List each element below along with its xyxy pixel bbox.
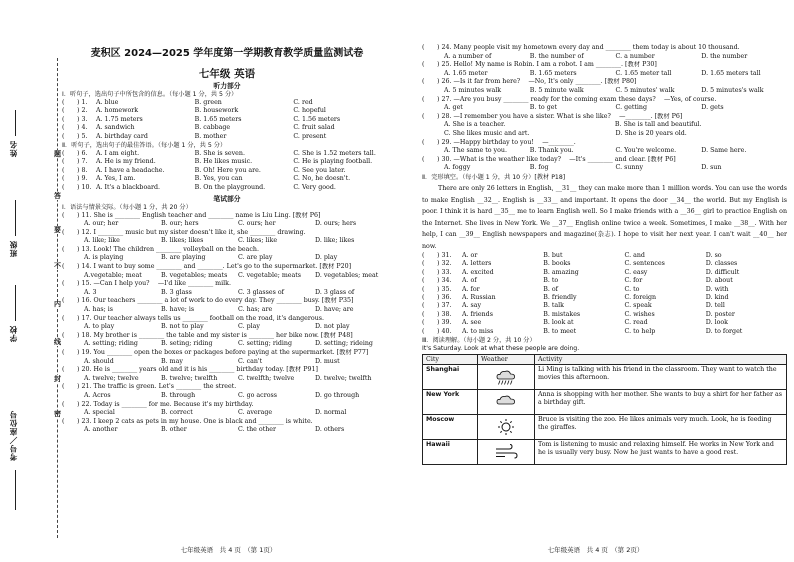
answer-option: D. so — [705, 252, 722, 260]
answer-option: C. 3 glasses of — [238, 288, 284, 296]
answer-option: A. like; like — [84, 237, 120, 245]
answer-option: B. cabbage — [194, 124, 231, 132]
answer-option: A. to play — [84, 323, 115, 331]
answer-option: C. for — [624, 277, 643, 285]
answer-option: D. others — [315, 426, 345, 434]
listening-section-2 — [62, 150, 392, 193]
question-stem: ( ) 11. She is ________ English teacher and ________ name is Liu Ling. [教材 P6] — [62, 211, 321, 219]
activity-cell: Bruce is visiting the zoo. He likes animals very much. Look, he is feeding the giraffes. — [535, 415, 787, 440]
answer-option: C. present — [293, 132, 327, 140]
question-row — [422, 269, 787, 277]
answer-option: B. 5 minute walk — [529, 86, 584, 94]
answer-option: C. go across — [238, 391, 277, 399]
answer-option: C. wishes — [624, 310, 655, 318]
answer-option: D. look — [705, 319, 728, 327]
exam-page-2 — [397, 0, 794, 562]
answer-option: C. sunny — [615, 164, 644, 172]
question-number: ( ) 32. — [422, 260, 452, 268]
answer-option: A. He is my friend. — [96, 158, 156, 166]
question-stem: ( ) 21. The traffic is green. Let's ________ the street. — [62, 383, 237, 391]
answer-option: D. like; likes — [315, 237, 355, 245]
answer-option: D. difficult — [705, 268, 740, 276]
table-header: Weather — [478, 355, 535, 365]
answer-option: B. are playing — [161, 254, 206, 262]
question-number: ( ) 10. — [62, 183, 92, 191]
answer-option: B. 1.65 meters — [529, 69, 577, 77]
reading-table — [422, 354, 787, 465]
answer-option: D. 3 glass of — [315, 288, 355, 296]
question-number: ( ) 38. — [422, 310, 452, 318]
answer-option: C. to help — [624, 327, 656, 335]
exam-title: 麦积区 2024—2025 学年度第一学期教育教学质量监测试卷 — [90, 48, 364, 59]
answer-option: D. sun — [701, 164, 722, 172]
answer-options — [62, 254, 392, 263]
answer-option: A. blue — [96, 98, 119, 106]
table-row — [423, 365, 787, 390]
question-stem: ( ) 20. He is ________ years old and it is his ________ birthday today. [教材 P91] — [62, 366, 318, 374]
answer-option: C. Very good. — [293, 183, 336, 191]
answer-option: D. go through — [315, 391, 360, 399]
question-stem: ( ) 28. —I remember you have a sister. What is she like? —________. [教材 P6] — [422, 112, 683, 120]
class-line — [15, 200, 16, 236]
question-stem: ( ) 27. —Are you busy ________ ready for the coming exam these days? —Yes, of course. — [422, 95, 717, 103]
answer-option: D. twelve; twelfth — [315, 374, 372, 382]
answer-option: D. must — [315, 357, 340, 365]
answer-option: C. She likes music and art. — [444, 129, 530, 137]
answer-option: A. see — [462, 319, 482, 327]
table-row — [423, 415, 787, 440]
answer-option: D. the number — [701, 52, 748, 60]
answer-option: B. other — [161, 426, 187, 434]
question-row — [62, 175, 392, 184]
table-header: Activity — [535, 355, 787, 365]
answer-option: C. getting — [615, 104, 648, 112]
answer-option: B. On the playground. — [194, 183, 266, 191]
reading-intro: It's Saturday. Look at what these people are doing. — [422, 345, 580, 353]
answer-option: B. the number of — [529, 52, 584, 60]
listening-heading: 听力部分 — [213, 81, 241, 90]
answer-options — [422, 121, 787, 130]
grammar-questions-cont — [422, 44, 787, 173]
answer-option: A. I have a headache. — [96, 166, 165, 174]
question-row — [422, 252, 787, 260]
seal-char: 内 — [54, 300, 61, 308]
question-row — [422, 319, 787, 327]
question-stem: ( ) 25. Hello! My name is Robin. I am a robot. I am ________. [教材 P30] — [422, 61, 657, 69]
question-stem: ( ) 24. Many people visit my hometown every day and ________ them today is about 10 thousand. — [422, 44, 740, 51]
answer-option: A. of — [462, 277, 477, 285]
answer-option: D. She is 20 years old. — [615, 129, 687, 137]
question-number: ( ) 34. — [422, 277, 452, 285]
answer-option: B. look at — [543, 319, 574, 327]
answer-option: C. play — [238, 323, 260, 331]
answer-option: B. talk — [543, 302, 564, 310]
answer-option: B. 3 glass — [161, 288, 192, 296]
answer-option: A. or — [462, 252, 478, 260]
answer-option: C. read — [624, 319, 648, 327]
question-row — [62, 116, 392, 125]
cloze-options — [422, 252, 787, 336]
answer-option: B. amazing — [543, 268, 579, 276]
activity-cell: Anna is shopping with her mother. She wants to buy a shirt for her father as a birthday gift. — [535, 390, 787, 415]
table-row — [423, 390, 787, 415]
answer-option: D. classes — [705, 260, 738, 268]
question-number: ( ) 9. — [62, 175, 88, 183]
answer-option — [702, 121, 787, 130]
wind-icon — [493, 443, 519, 461]
answer-option: C. 1.65 meter tall — [615, 69, 672, 77]
answer-option: C. the other — [238, 426, 277, 434]
answer-option: A. for — [462, 285, 480, 293]
seal-char: 要 — [54, 226, 61, 234]
answer-option: C. fruit salad — [293, 124, 335, 132]
question-stem: ( ) 22. Today is ________ for me. Because it's my birthday. — [62, 400, 254, 408]
answer-option: D. with — [705, 285, 729, 293]
answer-option: B. of — [543, 285, 559, 293]
answer-option: A. setting; riding — [84, 340, 138, 348]
answer-option: A. has; is — [84, 306, 113, 314]
question-number: ( ) 6. — [62, 149, 88, 157]
answer-option: C. has; are — [238, 306, 273, 314]
answer-option: B. mother — [194, 132, 227, 140]
answer-option: C. average — [238, 409, 273, 417]
answer-option: A. 3 — [84, 288, 97, 296]
question-number: ( ) 7. — [62, 158, 88, 166]
answer-options — [62, 375, 392, 384]
question-row — [62, 107, 392, 116]
answer-option: D. 5 minutes's walk — [701, 86, 764, 94]
answer-option: D. 1.65 meters tall — [701, 69, 761, 77]
question-number: ( ) 2. — [62, 107, 88, 115]
answer-option: B. friendly — [543, 293, 577, 301]
answer-option: A. 5 minutes walk — [444, 86, 502, 94]
page2-content — [422, 0, 787, 465]
answer-option: B. Oh! Here you are. — [194, 166, 261, 174]
question-number: ( ) 5. — [62, 132, 88, 140]
class-label: 班级 — [9, 240, 18, 257]
school-line — [15, 285, 16, 321]
answer-option: B. housework — [194, 107, 239, 115]
seal-line — [57, 58, 58, 538]
question-stem: ( ) 13. Look! The children ________ volleyball on the beach. — [62, 245, 259, 253]
section-heading: Ⅰ．听句子，选出句子中所包含的信息。（每小题 1 分，共 5 分） — [62, 91, 238, 99]
answer-options — [62, 409, 392, 418]
answer-option: A. homework — [96, 107, 139, 115]
answer-option: C. to — [624, 285, 640, 293]
question-row — [422, 302, 787, 310]
answer-options — [62, 306, 392, 315]
answer-options — [62, 323, 392, 332]
answer-option: C. a number — [615, 52, 655, 60]
answer-options — [422, 147, 787, 156]
seal-char: 密 — [54, 410, 61, 418]
answer-option: B. have; is — [161, 306, 195, 314]
answer-option: B. She is seven. — [194, 149, 245, 157]
answer-option — [530, 130, 616, 139]
answer-options — [62, 340, 392, 349]
answer-option: A. a number of — [444, 52, 492, 60]
weather-cell — [478, 440, 535, 465]
answer-option: A.vegetable; meat — [84, 271, 142, 279]
answer-option: A. Russian — [462, 293, 496, 301]
answer-option: B. likes; likes — [161, 237, 204, 245]
answer-option: A. another — [84, 426, 118, 434]
answer-option: A. to miss — [462, 327, 494, 335]
answer-option: B. Yes, you can — [194, 175, 243, 183]
answer-option: C. can't — [238, 357, 263, 365]
question-number: ( ) 31. — [422, 252, 452, 260]
city-cell: Hawaii — [423, 440, 478, 465]
question-stem: ( ) 14. I want to buy some ________ and ________. Let's go to the supermarket. [教材 P20] — [62, 263, 352, 271]
answer-option: B. books — [543, 260, 571, 268]
answer-option: B. fog — [529, 164, 549, 172]
id-label: 考号／座位号 — [9, 410, 18, 461]
answer-option: A. birthday card — [96, 132, 148, 140]
question-number: ( ) 35. — [422, 285, 452, 293]
answer-option — [529, 121, 614, 130]
answer-option: B. seting; riding — [161, 340, 213, 348]
answer-option: A. special — [84, 409, 115, 417]
question-stem: ( ) 15. —Can I help you? —I'd like ________ milk. — [62, 280, 231, 288]
answer-option: D. about — [705, 277, 733, 285]
answer-option: D. normal — [315, 409, 347, 417]
question-row — [422, 260, 787, 268]
answer-option: D. have; are — [315, 306, 354, 314]
answer-options — [62, 392, 392, 401]
answer-options — [422, 53, 787, 62]
answer-option: B. correct — [161, 409, 193, 417]
answer-option: C. She is 1.52 meters tall. — [293, 149, 376, 157]
answer-option: D. poster — [705, 310, 735, 318]
answer-option: A. is playing — [84, 254, 124, 262]
cloze-text: There are only 26 letters in English, __31__ they can make more than 1 million words. You can use the words to make English __32__. English is __33__ and important. It opens the door __34__ the world. But my English is poor. I think it is hard __35__ me to learn English well. So I make friends with a __36__ girl to practice English on the Internet. She lives in New York. We __37__ English online twice a week. Sometimes, I make __38__. With her help, I can __39__ English newspapers and magazine(杂志). I hope to visit her next year. I can't wait __40__ her now. — [422, 185, 787, 250]
answer-option: B. not to play — [161, 323, 204, 331]
answer-option: C. red — [293, 98, 313, 106]
answer-option: C. He is playing football. — [293, 158, 373, 166]
weather-cell — [478, 365, 535, 390]
answer-option: A. letters — [462, 260, 492, 268]
answer-option: A. 1.75 meters — [96, 115, 143, 123]
section-heading: Ⅱ．完形填空。（每小题 1 分，共 10 分）[教材 P18] — [422, 173, 566, 181]
answer-option: B. may — [161, 357, 183, 365]
answer-option: D. kind — [705, 293, 729, 301]
exam-subtitle: 七年级 英语 — [198, 67, 256, 80]
city-cell: Shanghai — [423, 365, 478, 390]
answer-option: C. 1.56 meters — [293, 115, 341, 123]
answer-option: B. mistakes — [543, 310, 581, 318]
answer-option: C. sentences — [624, 260, 665, 268]
answer-option: B. to — [543, 277, 559, 285]
answer-options — [62, 237, 392, 246]
question-number: ( ) 8. — [62, 166, 88, 174]
answer-option: A. Acros — [84, 391, 111, 399]
answer-option: D. to forget — [705, 327, 743, 335]
answer-option: C. vegetable; meats — [238, 271, 302, 279]
seal-char: 题 — [54, 150, 61, 158]
answer-option: A. Yes, I am. — [96, 175, 136, 183]
activity-cell: Li Ming is talking with his friend in the classroom. They want to watch the movies this afternoon. — [535, 365, 787, 390]
question-row — [422, 311, 787, 319]
question-stem: ( ) 30. —What is the weather like today? —It's ________ and clear. [教材 P6] — [422, 155, 676, 163]
sun-icon — [493, 418, 519, 436]
question-number: ( ) 40. — [422, 327, 452, 335]
page1-content — [62, 0, 392, 435]
weather-cell — [478, 415, 535, 440]
name-line — [15, 110, 16, 136]
answer-option: B. twelve; twelfth — [161, 374, 218, 382]
answer-options — [422, 70, 787, 79]
answer-option: B. our; hers — [161, 220, 199, 228]
answer-option: A. twelve; twelve — [84, 374, 139, 382]
answer-option: A. friends — [462, 310, 493, 318]
answer-option: C. are play — [238, 254, 273, 262]
answer-option: A. It's a blackboard. — [96, 183, 161, 191]
answer-option: C. setting; riding — [238, 340, 292, 348]
answer-option: A. I am eight. — [96, 149, 140, 157]
answer-option: C. You're welcome. — [615, 147, 677, 155]
answer-option: B. but — [543, 252, 563, 260]
question-row — [62, 133, 392, 142]
answer-option: D. gets — [701, 104, 724, 112]
answer-option: D. ours; hers — [315, 220, 357, 228]
name-label: 姓名 — [9, 140, 18, 157]
answer-option: B. to meet — [543, 327, 577, 335]
answer-option: C. See you later. — [293, 166, 346, 174]
cloud-rain-icon — [493, 368, 519, 386]
page-footer: 七年级英语 共 4 页 （第 2页） — [547, 545, 644, 554]
seal-char: 不 — [54, 262, 61, 270]
answer-options — [62, 358, 392, 367]
question-number: ( ) 3. — [62, 115, 88, 123]
question-stem: ( ) 29. —Happy birthday to you! —________. — [422, 138, 576, 146]
answer-options — [62, 426, 392, 435]
question-number: ( ) 39. — [422, 319, 452, 327]
page-footer: 七年级英语 共 4 页 （第 1页） — [180, 545, 277, 554]
answer-option: A. our; her — [84, 220, 119, 228]
answer-options — [422, 164, 787, 173]
answer-option: A. say — [462, 302, 482, 310]
answer-option: D. setting; rideing — [315, 340, 373, 348]
answer-option: C. and — [624, 252, 645, 260]
school-label: 学校 — [9, 325, 18, 342]
answer-option: C. ours; her — [238, 220, 276, 228]
question-row — [422, 328, 787, 336]
answer-options — [422, 130, 787, 139]
id-line — [15, 470, 16, 510]
answer-option: A. should — [84, 357, 114, 365]
question-row — [422, 277, 787, 285]
question-stem: ( ) 19. You ________ open the boxes or packages before paying at the supermarket. [教材 P77] — [62, 349, 369, 356]
answer-option: A. excited — [462, 268, 494, 276]
question-stem: ( ) 26. —Is it far from here? —No, It's only ________. [教材 P80] — [422, 78, 637, 86]
answer-option: B. vegetables; meats — [161, 271, 228, 279]
activity-cell: Tom is listening to music and relaxing himself. He works in New York and he is usually very busy. Now he just wants to have a good rest. — [535, 440, 787, 465]
question-row — [422, 294, 787, 302]
answer-option: A. She is a teacher. — [444, 121, 506, 129]
answer-option: A. foggy — [444, 164, 471, 172]
weather-cell — [478, 390, 535, 415]
question-row — [62, 124, 392, 133]
answer-options — [62, 289, 392, 298]
answer-option: B. Thank you. — [529, 147, 574, 155]
answer-option: C. foreign — [624, 293, 657, 301]
answer-option: C. easy — [624, 268, 648, 276]
question-row — [422, 286, 787, 294]
cloud-icon — [493, 393, 519, 411]
cloze-passage — [422, 183, 787, 252]
section-heading: Ⅰ．语法与情景交际。（每小题 1 分，共 20 分） — [62, 204, 192, 212]
question-row — [62, 184, 392, 193]
question-stem: ( ) 17. Our teacher always tells us ________ football on the road, it's dangerous. — [62, 314, 324, 322]
city-cell: New York — [423, 390, 478, 415]
question-stem: ( ) 18. My brother is ________ the table and my sister is ________ her bike now. [教材 P48] — [62, 331, 353, 339]
listening-section-1 — [62, 99, 392, 142]
seal-char: 封 — [54, 375, 61, 383]
answer-options — [62, 272, 392, 281]
answer-option: A. 1.65 meter — [444, 69, 488, 77]
section-heading: Ⅱ．听句子，选出句子的最佳答语。（每小题 1 分，共 5 分） — [62, 142, 227, 150]
section-heading: Ⅲ．阅读理解。（每小题 2 分，共 10 分） — [422, 336, 536, 344]
question-row — [62, 158, 392, 167]
answer-option: D. tell — [705, 302, 725, 310]
grammar-questions — [62, 212, 392, 435]
question-row — [62, 99, 392, 108]
question-stem: ( ) 16. Our teachers ________ a lot of work to do every day. They ________ busy. [教材 P35] — [62, 297, 354, 305]
table-row — [423, 440, 787, 465]
question-stem: ( ) 12. I ________ music but my sister doesn't like it, she ________ drawing. — [62, 228, 306, 236]
seal-char: 线 — [54, 338, 61, 346]
question-number: ( ) 37. — [422, 302, 452, 310]
answer-option: B. green — [194, 98, 222, 106]
answer-option: C. speak — [624, 302, 652, 310]
answer-options — [422, 104, 787, 113]
answer-option: B. She is tall and beautiful. — [614, 121, 702, 129]
table-header: City — [423, 355, 478, 365]
question-number: ( ) 33. — [422, 268, 452, 276]
answer-option: A. get — [444, 104, 463, 112]
answer-options — [62, 220, 392, 229]
answer-option: D. vegetables; meat — [315, 271, 379, 279]
question-row — [62, 150, 392, 159]
seal-char: 答 — [54, 192, 61, 200]
answer-option: D. not play — [315, 323, 350, 331]
answer-option: A. sandwich — [96, 124, 135, 132]
answer-option: D. Same here. — [701, 147, 747, 155]
question-stem: ( ) 23. I keep 2 cats as pets in my house. One is black and ________ is white. — [62, 417, 313, 425]
answer-option: C. twelfth; twelve — [238, 374, 295, 382]
answer-option: A. The same to you. — [444, 147, 507, 155]
city-cell: Moscow — [423, 415, 478, 440]
question-number: ( ) 36. — [422, 293, 452, 301]
answer-option: C. 5 minutes' walk — [615, 86, 675, 94]
answer-option: B. through — [161, 391, 196, 399]
answer-option: B. to get — [529, 104, 557, 112]
answer-option: B. He likes music. — [194, 158, 253, 166]
question-number: ( ) 1. — [62, 98, 88, 106]
written-heading: 笔试部分 — [213, 194, 241, 203]
answer-option: C. No, he doesn't. — [293, 175, 351, 183]
question-row — [62, 167, 392, 176]
answer-options — [422, 87, 787, 96]
answer-option — [701, 130, 787, 139]
answer-option: C. likes; like — [238, 237, 278, 245]
question-number: ( ) 4. — [62, 124, 88, 132]
answer-option: C. hopeful — [293, 107, 326, 115]
answer-option: B. 1.65 meters — [194, 115, 242, 123]
answer-option: D. play — [315, 254, 338, 262]
